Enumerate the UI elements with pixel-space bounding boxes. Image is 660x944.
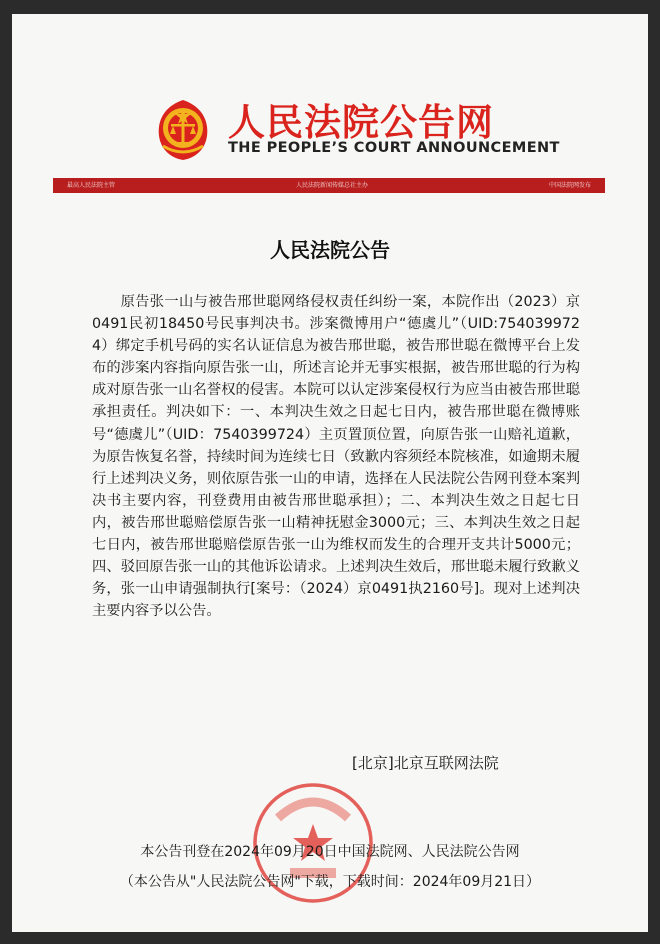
header-band xyxy=(53,178,605,193)
court-name: [北京]北京互联网法院 xyxy=(352,754,499,772)
site-title: 人民法院公告网 xyxy=(228,101,494,144)
footer-publish-line: 本公告刊登在2024年09月20日中国法院网、人民法院公告网 xyxy=(140,844,520,860)
court-emblem-icon xyxy=(153,96,213,162)
band-text-1: 最高人民法院主管 xyxy=(67,182,116,189)
notice-title: 人民法院公告 xyxy=(270,238,390,262)
band-text-3: 中国法院网发布 xyxy=(548,182,591,189)
footer-download-line: （本公告从"人民法院公告网"下载，下载时间：2024年09月21日） xyxy=(119,874,541,890)
site-subtitle: THE PEOPLE’S COURT ANNOUNCEMENT xyxy=(228,140,560,156)
notice-body: 原告张一山与被告邢世聪网络侵权责任纠纷一案，本院作出（2023）京0491民初18450号民事判决书。涉案微博用户“德虞儿”（UID:7540399724）绑定手机号码的实名认证信息为被告邢世聪，被告邢世聪在微博平台上发布的涉案内容指向原告张一山，所述言论并无事实根据，被告邢世聪的行为构成对原告张一山名誉权的侵害。本院可以认定涉案侵权行为应当由被告邢世聪承担责任。判决如下：一、本判决生效之日起七日内，被告邢世聪在微博账号“德虞儿”（UID：7540399724）主页置顶位置，向原告张一山赔礼道歉，为原告恢复名誉，持续时间为连续七日（致歉内容须经本院核准，如逾期未履行上述判决义务，则依原告张一山的申请，选择在人民法院公告网刊登本案判决书主要内容，刊登费用由被告邢世聪承担）；二、本判决生效之日起七日内，被告邢世聪赔偿原告张一山精神抚慰金3000元；三、本判决生效之日起七日内，被告邢世聪赔偿原告张一山为维权而发生的合理开支共计5000元；四、驳回原告张一山的其他诉讼请求。上述判决生效后，邢世聪未履行致歉义务，张一山申请强制执行[案号：（2024）京0491执2160号]。现对上述判决主要内容予以公告。 xyxy=(92,294,580,620)
band-text-2: 人民法院新闻传媒总社主办 xyxy=(295,182,368,189)
